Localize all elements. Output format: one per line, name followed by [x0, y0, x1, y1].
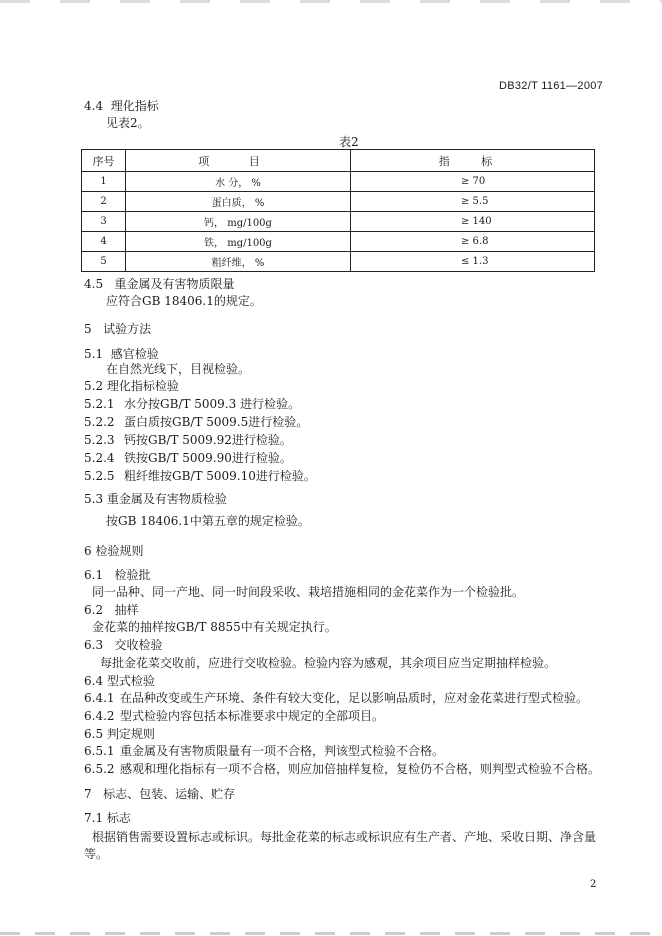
section-5-1-heading	[84, 347, 159, 362]
clause-text: 感观和理化指标有一项不合格，则应加倍抽样复检，复检仍不合格，则判型式检验不合格。	[120, 762, 601, 776]
scan-edge-bottom	[0, 932, 662, 935]
clause-number: 6.5.1	[84, 744, 115, 758]
header-cell-indicator: 指 标	[351, 150, 595, 172]
clause-6-4-2	[84, 709, 384, 724]
clause-number: 5.2.1	[84, 397, 115, 411]
clause-text: 重金属及有害物质限量有一项不合格，判该型式检验不合格。	[120, 744, 445, 758]
clause-number: 6.4.2	[84, 709, 115, 723]
section-number: 6.4	[84, 674, 104, 688]
section-title: 判定规则	[106, 727, 155, 741]
section-title: 检验规则	[95, 544, 144, 558]
section-title: 交收检验	[114, 638, 163, 652]
section-number: 5	[84, 322, 92, 336]
document-code: DB32/T 1161—2007	[499, 80, 604, 92]
cell-item: 蛋白质， %	[126, 192, 351, 212]
cell-indicator: ≥ 5.5	[351, 192, 595, 212]
section-title: 型式检验	[106, 674, 155, 688]
section-number: 5.1	[84, 347, 104, 361]
section-5-3-body: 按GB 18406.1中第五章的规定检验。	[106, 514, 310, 528]
section-title: 重金属及有害物质检验	[106, 492, 227, 506]
clause-number: 5.2.2	[84, 415, 115, 429]
section-title: 标志	[106, 811, 131, 825]
table-row	[82, 172, 595, 192]
table-row	[82, 252, 595, 272]
cell-index: 2	[82, 192, 126, 212]
section-6-3-heading	[84, 638, 163, 653]
cell-indicator: ≤ 1.3	[351, 252, 595, 272]
section-4-4-body: 见表2。	[106, 116, 150, 130]
section-6-heading	[84, 544, 143, 559]
section-5-3-heading	[84, 492, 227, 507]
clause-text: 水分按GB/T 5009.3 进行检验。	[124, 397, 301, 411]
cell-index: 5	[82, 252, 126, 272]
indicator-table	[81, 149, 595, 272]
section-number: 6	[84, 544, 92, 558]
section-number: 6.2	[84, 603, 104, 617]
section-title: 理化指标	[110, 99, 159, 113]
section-6-2-body: 金花菜的抽样按GB/T 8855中有关规定执行。	[92, 620, 337, 634]
table-row	[82, 192, 595, 212]
section-number: 7	[84, 787, 92, 801]
section-5-2-heading	[84, 379, 179, 394]
clause-text: 在品种改变或生产环境、条件有较大变化，足以影响品质时，应对金花菜进行型式检验。	[120, 691, 589, 705]
section-title: 理化指标检验	[106, 379, 179, 393]
section-number: 4.5	[84, 277, 104, 291]
section-title: 试验方法	[103, 322, 152, 336]
section-4-4-heading	[84, 99, 159, 114]
clause-5-2-5	[84, 469, 316, 484]
clause-number: 5.2.5	[84, 469, 115, 483]
section-4-5-heading	[84, 277, 235, 292]
clause-6-5-1	[84, 744, 444, 759]
cell-index: 4	[82, 232, 126, 252]
section-number: 6.5	[84, 727, 104, 741]
section-7-1-body-line1: 根据销售需要设置标志或标识。每批金花菜的标志或标识应有生产者、产地、采收日期、净含量	[92, 830, 597, 844]
clause-text: 蛋白质按GB/T 5009.5进行检验。	[124, 415, 309, 429]
clause-text: 粗纤维按GB/T 5009.10进行检验。	[124, 469, 316, 483]
section-number: 7.1	[84, 811, 104, 825]
table-header-row	[82, 150, 595, 172]
clause-text: 钙按GB/T 5009.92进行检验。	[124, 433, 292, 447]
section-title: 抽样	[114, 603, 139, 617]
section-number: 5.2	[84, 379, 104, 393]
section-5-1-body: 在自然光线下，目视检验。	[106, 362, 251, 376]
section-7-1-heading	[84, 811, 131, 826]
section-6-1-heading	[84, 568, 151, 583]
header-cell-item: 项 目	[126, 150, 351, 172]
section-6-3-body: 每批金花菜交收前，应进行交收检验。检验内容为感观，其余项目应当定期抽样检验。	[100, 656, 557, 670]
section-title: 重金属及有害物质限量	[114, 277, 235, 291]
clause-text: 铁按GB/T 5009.90进行检验。	[124, 451, 292, 465]
section-4-5-body: 应符合GB 18406.1的规定。	[106, 294, 262, 308]
section-number: 5.3	[84, 492, 104, 506]
header-cell-index: 序号	[82, 150, 126, 172]
clause-5-2-1	[84, 397, 300, 412]
cell-item: 钙， mg/100g	[126, 212, 351, 232]
section-number: 4.4	[84, 99, 104, 113]
clause-5-2-4	[84, 451, 292, 466]
cell-indicator: ≥ 140	[351, 212, 595, 232]
table-title: 表2	[339, 135, 359, 149]
cell-item: 粗纤维， %	[126, 252, 351, 272]
clause-number: 6.5.2	[84, 762, 115, 776]
scan-edge-top	[0, 0, 662, 3]
cell-indicator: ≥ 6.8	[351, 232, 595, 252]
table-row	[82, 212, 595, 232]
section-5-heading	[84, 322, 151, 337]
table-row	[82, 232, 595, 252]
cell-index: 3	[82, 212, 126, 232]
section-title: 检验批	[114, 568, 151, 582]
cell-index: 1	[82, 172, 126, 192]
cell-item: 铁， mg/100g	[126, 232, 351, 252]
section-number: 6.3	[84, 638, 104, 652]
page-number: 2	[590, 879, 597, 890]
clause-5-2-3	[84, 433, 292, 448]
section-6-4-heading	[84, 674, 155, 689]
section-6-5-heading	[84, 727, 155, 742]
clause-5-2-2	[84, 415, 308, 430]
clause-text: 型式检验内容包括本标准要求中规定的全部项目。	[120, 709, 385, 723]
section-6-1-body: 同一品种、同一产地、同一时间段采收、栽培措施相同的金花菜作为一个检验批。	[92, 585, 525, 599]
section-title: 感官检验	[110, 347, 159, 361]
cell-item: 水 分， %	[126, 172, 351, 192]
section-number: 6.1	[84, 568, 104, 582]
section-7-heading	[84, 787, 235, 802]
clause-number: 6.4.1	[84, 691, 115, 705]
clause-number: 5.2.3	[84, 433, 115, 447]
clause-number: 5.2.4	[84, 451, 115, 465]
section-7-1-body-line2: 等。	[84, 847, 109, 861]
cell-indicator: ≥ 70	[351, 172, 595, 192]
clause-6-4-1	[84, 691, 588, 706]
section-6-2-heading	[84, 603, 139, 618]
section-title: 标志、包装、运输、贮存	[103, 787, 236, 801]
clause-6-5-2	[84, 762, 600, 777]
